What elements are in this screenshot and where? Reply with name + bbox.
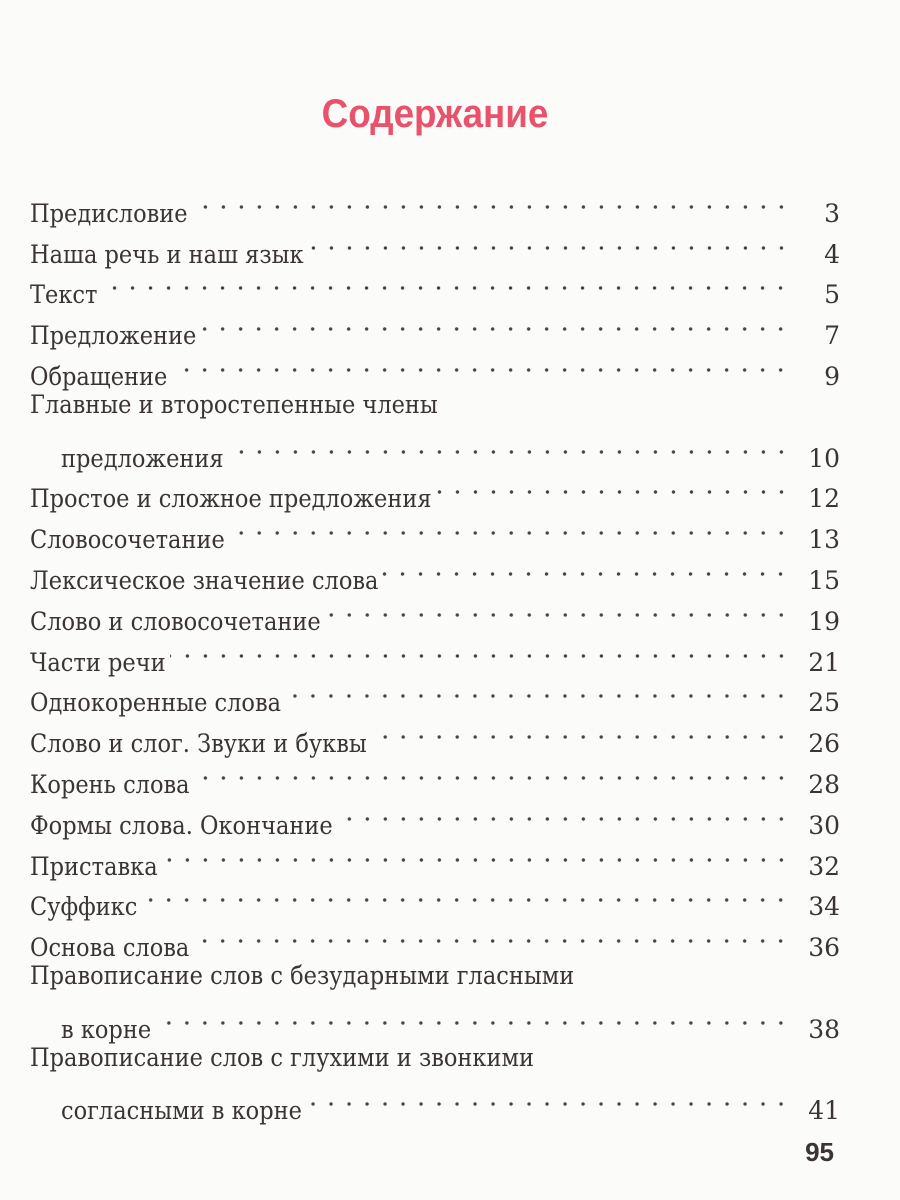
toc-entry[interactable] xyxy=(30,630,840,677)
toc-entry[interactable] xyxy=(30,1038,840,1126)
toc-entry[interactable] xyxy=(30,385,840,473)
toc-page-number: 10 xyxy=(808,443,840,473)
dot-leader xyxy=(306,1079,790,1120)
dot-leader xyxy=(192,181,790,222)
toc-page-number: 28 xyxy=(808,769,840,799)
toc-entry-title: Основа слова xyxy=(30,933,190,963)
toc-entry[interactable] xyxy=(30,548,840,595)
toc-entry-line xyxy=(30,875,840,922)
toc-entry[interactable] xyxy=(30,507,840,555)
toc-entry-line xyxy=(30,671,840,718)
toc-page-number: 19 xyxy=(808,606,840,636)
dot-leader xyxy=(155,997,790,1038)
page-title: Содержание xyxy=(321,92,549,136)
toc-page-number: 3 xyxy=(824,198,840,228)
toc-entry-title: Обращение xyxy=(30,361,168,391)
toc-entry-title: предложения xyxy=(61,443,224,473)
toc-entry[interactable] xyxy=(30,467,840,514)
toc-entry[interactable] xyxy=(30,956,840,1044)
toc-entry-title: Части речи xyxy=(30,647,166,677)
dot-leader xyxy=(193,915,790,956)
toc-entry-line xyxy=(30,548,840,595)
toc-page-number: 26 xyxy=(808,729,840,759)
dot-leader xyxy=(228,426,790,467)
dot-leader xyxy=(308,222,790,263)
toc-page-number: 12 xyxy=(808,484,840,514)
toc-entry-line xyxy=(30,507,840,555)
toc-entry-line xyxy=(30,263,840,310)
toc-entry-title: Суффикс xyxy=(30,892,138,922)
dot-leader xyxy=(141,875,790,916)
toc-entry-line xyxy=(30,385,840,426)
toc-entry-continuation xyxy=(30,426,840,473)
toc-entry-continuation xyxy=(30,1079,840,1126)
toc-entry[interactable] xyxy=(30,711,840,759)
toc-entry-title: Наша речь и наш язык xyxy=(30,239,304,269)
toc-entry-line xyxy=(30,630,840,677)
toc-page-number: 13 xyxy=(808,525,840,555)
toc-entry[interactable] xyxy=(30,793,840,840)
toc-entry-title: Правописание слов с безударными гласными xyxy=(30,961,575,991)
toc-entry-title: Простое и сложное предложения xyxy=(30,484,432,514)
toc-page-number: 15 xyxy=(808,565,840,595)
toc-entry-title: Главные и второстепенные члены xyxy=(30,389,438,419)
dot-leader xyxy=(170,630,790,671)
toc-page-number: 9 xyxy=(824,361,840,391)
toc-entry-title: Слово и слог. Звуки и буквы xyxy=(30,729,367,759)
toc-entry-title: Однокоренные слова xyxy=(30,688,282,718)
toc-entry[interactable] xyxy=(30,834,840,881)
toc-entry-line xyxy=(30,915,840,963)
toc-entry-title: Лексическое значение слова xyxy=(30,565,379,595)
toc-entry-line xyxy=(30,303,840,351)
toc-entry-title: Корень слова xyxy=(30,769,190,799)
toc-entry-title: Формы слова. Окончание xyxy=(30,810,333,840)
toc-entry-title: Предложение xyxy=(30,321,197,351)
toc-page-number: 32 xyxy=(808,851,840,881)
toc-entry[interactable] xyxy=(30,303,840,351)
toc-page-number: 21 xyxy=(808,647,840,677)
dot-leader xyxy=(436,467,790,508)
dot-leader xyxy=(194,752,790,793)
dot-leader xyxy=(285,671,790,712)
toc-entry-line xyxy=(30,344,840,391)
toc-entry-title: Текст xyxy=(30,280,98,310)
dot-leader xyxy=(325,589,790,630)
toc-entry[interactable] xyxy=(30,263,840,310)
toc-page-number: 4 xyxy=(824,239,840,269)
toc-page-number: 41 xyxy=(808,1096,840,1126)
toc-entry-title: Приставка xyxy=(30,851,158,881)
toc-entry-title: Слово и словосочетание xyxy=(30,606,321,636)
toc-page-number: 38 xyxy=(808,1014,840,1044)
dot-leader xyxy=(171,344,790,385)
table-of-contents xyxy=(30,181,840,1126)
page-number: 95 xyxy=(805,1137,834,1167)
toc-page-number: 5 xyxy=(824,280,840,310)
toc-page-number: 36 xyxy=(808,933,840,963)
toc-entry-line xyxy=(30,467,840,514)
toc-entry-title: Правописание слов с глухими и звонкими xyxy=(30,1042,534,1072)
toc-entry-line xyxy=(30,752,840,799)
dot-leader xyxy=(371,711,790,752)
toc-entry-title: согласными в корне xyxy=(61,1096,302,1126)
toc-entry[interactable] xyxy=(30,222,840,269)
toc-entry-line xyxy=(30,956,840,997)
toc-entry[interactable] xyxy=(30,181,840,228)
toc-entry-line xyxy=(30,589,840,636)
toc-entry-continuation xyxy=(30,997,840,1044)
dot-leader xyxy=(200,303,790,344)
toc-entry-line xyxy=(30,222,840,269)
dot-leader xyxy=(162,834,790,875)
toc-entry[interactable] xyxy=(30,915,840,963)
toc-entry[interactable] xyxy=(30,752,840,799)
toc-entry-line xyxy=(30,1038,840,1079)
toc-entry[interactable] xyxy=(30,875,840,922)
toc-page-number: 7 xyxy=(824,321,840,351)
dot-leader xyxy=(101,263,790,304)
toc-entry[interactable] xyxy=(30,589,840,636)
toc-page-number: 25 xyxy=(808,688,840,718)
toc-entry-title: Предисловие xyxy=(30,198,188,228)
toc-entry-line xyxy=(30,711,840,759)
toc-entry-title: в корне xyxy=(61,1014,152,1044)
toc-entry-line xyxy=(30,181,840,228)
toc-entry[interactable] xyxy=(30,344,840,391)
toc-page-number: 30 xyxy=(808,810,840,840)
toc-entry-line xyxy=(30,793,840,840)
toc-entry[interactable] xyxy=(30,671,840,718)
dot-leader xyxy=(337,793,790,834)
toc-entry-line xyxy=(30,834,840,881)
toc-page-number: 34 xyxy=(808,892,840,922)
dot-leader xyxy=(382,548,790,589)
toc-entry-title: Словосочетание xyxy=(30,525,225,555)
dot-leader xyxy=(229,507,790,548)
